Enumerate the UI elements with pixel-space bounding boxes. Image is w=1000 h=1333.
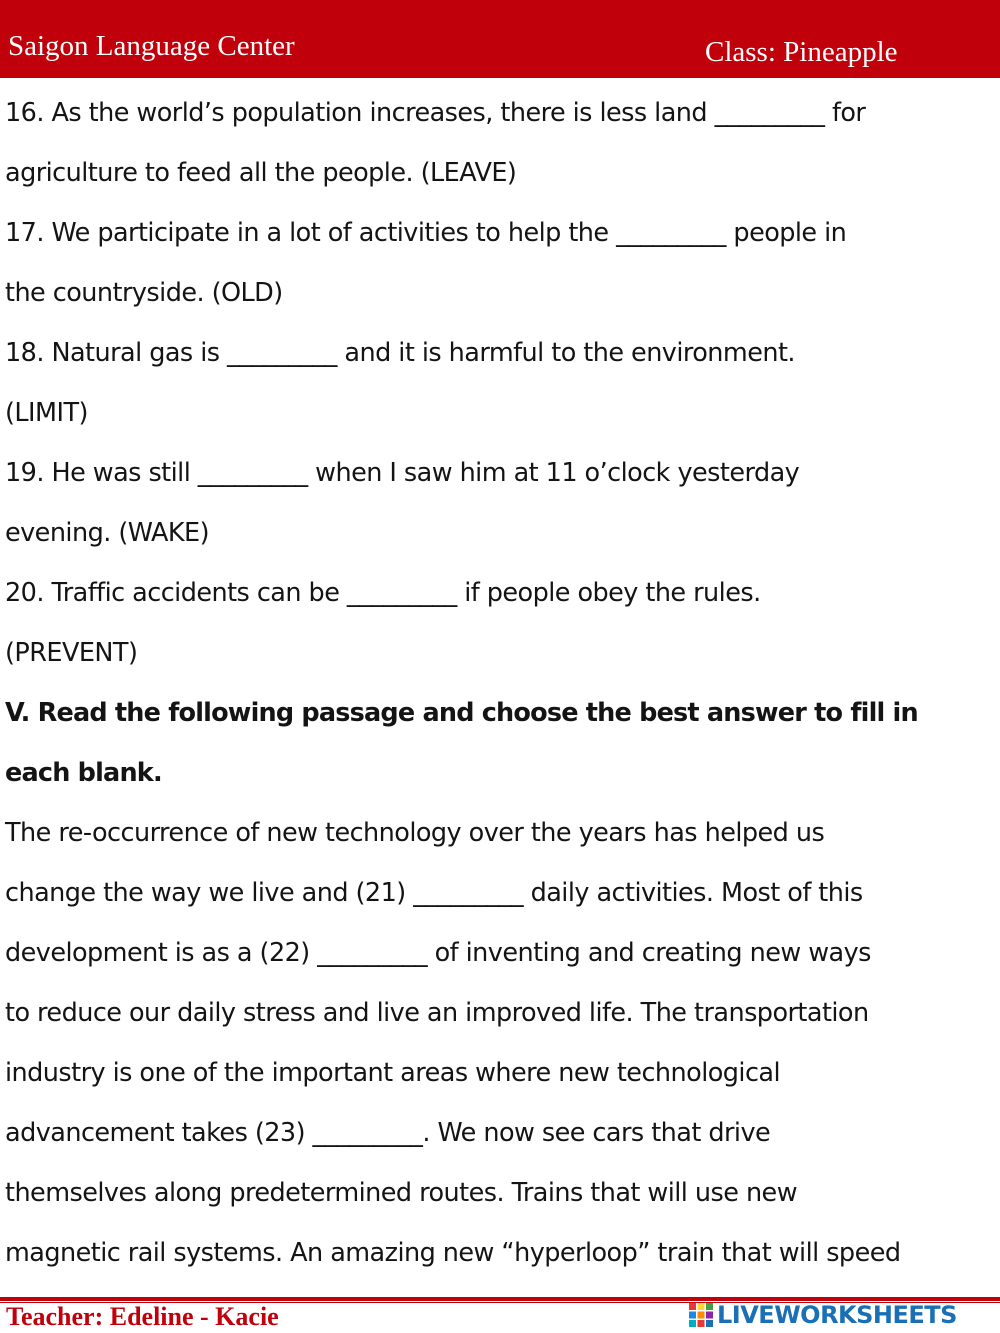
question-18-line-1: 18. Natural gas is _________ and it is harmful to the environment. [5,338,795,368]
question-17-line-1: 17. We participate in a lot of activities to help the _________ people in [5,218,847,248]
passage-line-8: magnetic rail systems. An amazing new “hyperloop” train that will speed [5,1238,901,1268]
section-v-heading-line-2: each blank. [5,758,162,788]
passage-line-3: development is as a (22) _________ of inventing and creating new ways [5,938,871,968]
passage-line-5: industry is one of the important areas where new technological [5,1058,781,1088]
liveworksheets-brand[interactable] [688,1299,957,1331]
teacher-names: Teacher: Edeline - Kacie [6,1302,279,1331]
question-16-line-1: 16. As the world’s population increases, there is less land _________ for [5,98,866,128]
question-20-line-1: 20. Traffic accidents can be _________ if people obey the rules. [5,578,761,608]
question-20-line-2: (PREVENT) [5,638,138,668]
passage-line-6: advancement takes (23) _________. We now see cars that drive [5,1118,771,1148]
question-18-line-2: (LIMIT) [5,398,88,428]
brand-name: LIVEWORKSHEETS [717,1301,957,1329]
question-19-line-2: evening. (WAKE) [5,518,210,548]
question-17-line-2: the countryside. (OLD) [5,278,283,308]
question-19-line-1: 19. He was still _________ when I saw him at 11 o’clock yesterday [5,458,800,488]
header-bar [0,0,1000,78]
passage-line-2: change the way we live and (21) _________ daily activities. Most of this [5,878,863,908]
school-name: Saigon Language Center [8,30,295,62]
passage-line-4: to reduce our daily stress and live an improved life. The transportation [5,998,869,1028]
liveworksheets-logo-icon [688,1302,714,1328]
class-name: Class: Pineapple [705,36,898,68]
question-16-line-2: agriculture to feed all the people. (LEAVE) [5,158,517,188]
section-v-heading-line-1: V. Read the following passage and choose the best answer to fill in [5,698,918,728]
passage-line-7: themselves along predetermined routes. Trains that will use new [5,1178,797,1208]
passage-line-1: The re-occurrence of new technology over the years has helped us [5,818,825,848]
worksheet-content [5,83,995,1283]
